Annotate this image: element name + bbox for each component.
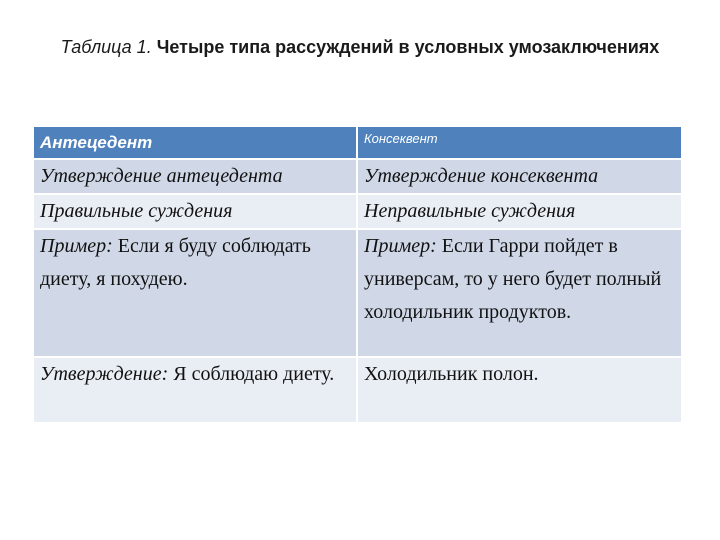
table-row bbox=[33, 357, 682, 423]
header-consequent: Консеквент bbox=[357, 126, 682, 159]
cell-italic-text: Утверждение консеквента bbox=[364, 165, 599, 187]
table-cell bbox=[357, 159, 682, 194]
cell-italic-text: Утверждение: bbox=[40, 363, 169, 385]
table-cell bbox=[33, 357, 357, 423]
cell-italic-text: Пример: bbox=[364, 235, 437, 257]
cell-italic-text: Неправильные суждения bbox=[364, 200, 576, 222]
cell-italic-text: Утверждение антецедента bbox=[40, 165, 283, 187]
table-row bbox=[33, 229, 682, 357]
header-antecedent: Антецедент bbox=[33, 126, 357, 159]
table-cell bbox=[357, 194, 682, 229]
reasoning-table bbox=[32, 125, 683, 424]
cell-text: Холодильник полон. bbox=[364, 363, 539, 385]
caption-prefix: Таблица 1. bbox=[60, 37, 152, 57]
table-row bbox=[33, 159, 682, 194]
cell-text: Я соблюдаю диету. bbox=[168, 363, 335, 385]
cell-italic-text: Пример: bbox=[40, 235, 113, 257]
cell-text: Если Гарри пойдет в универсам, то у него будет полный холодильник продуктов. bbox=[364, 235, 662, 323]
table-cell bbox=[33, 229, 357, 357]
table-cell bbox=[357, 229, 682, 357]
cell-text: Если я буду соблюдать диету, я похудею. bbox=[40, 235, 311, 290]
table-cell bbox=[357, 357, 682, 423]
table-cell bbox=[33, 194, 357, 229]
caption-title: Четыре типа рассуждений в условных умозаключениях bbox=[156, 37, 660, 57]
table-row bbox=[33, 194, 682, 229]
table-caption bbox=[60, 34, 660, 60]
table-header-row bbox=[33, 126, 682, 159]
cell-italic-text: Правильные суждения bbox=[40, 200, 233, 222]
table-cell bbox=[33, 159, 357, 194]
